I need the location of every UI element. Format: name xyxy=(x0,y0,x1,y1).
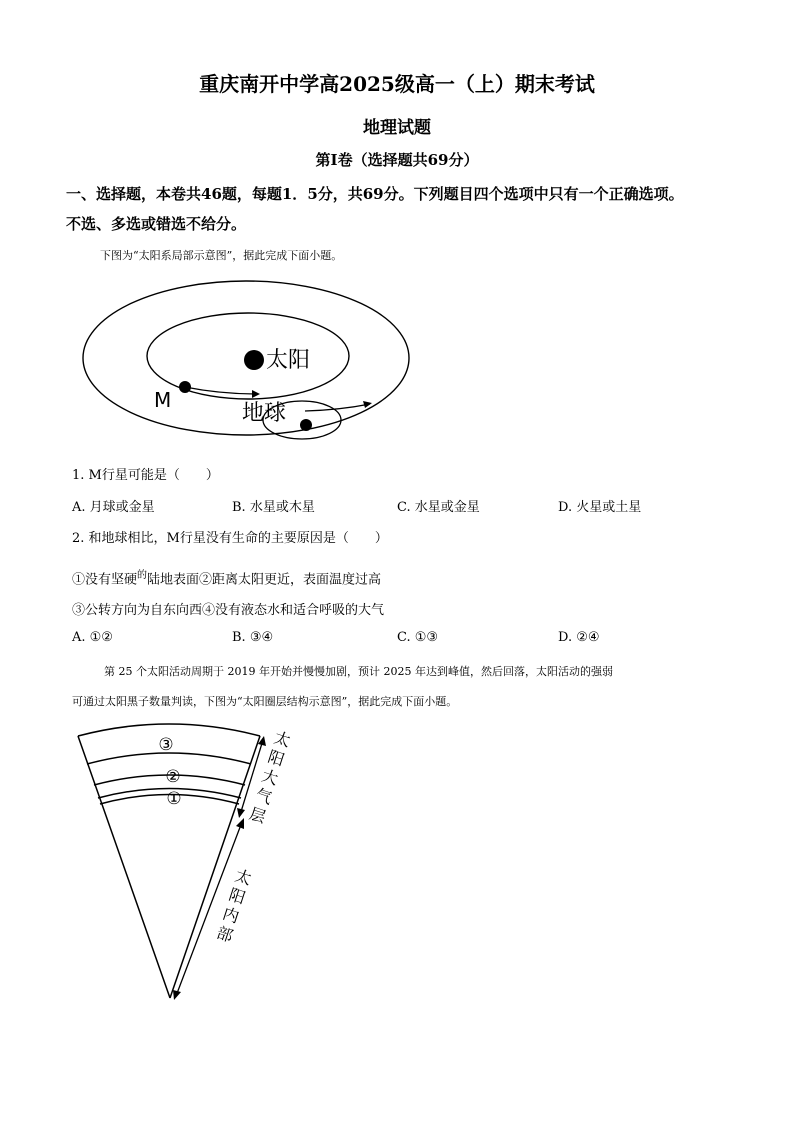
interior-char: 部 xyxy=(214,922,236,946)
layer-2-label: ② xyxy=(165,767,181,787)
solar-system-diagram xyxy=(70,276,450,456)
q2-statement-1-2 xyxy=(72,566,381,587)
interior-char: 内 xyxy=(220,903,242,927)
atmosphere-arrowhead-bottom xyxy=(237,808,245,818)
q2-statement-text: ①没有坚硬 xyxy=(72,572,138,588)
sun-label: 太阳 xyxy=(266,348,311,373)
interior-char: 阳 xyxy=(226,884,248,908)
q2-statement-text-cont: 陆地表面②距离太阳更近，表面温度过高 xyxy=(147,572,382,588)
earth-icon xyxy=(300,419,312,431)
section-instructions-line2: 不选、多选或错选不给分。 xyxy=(66,215,247,233)
figure2-intro-line2: 可通过太阳黑子数量判读，下图为“太阳圈层结构示意图”，据此完成下面小题。 xyxy=(72,695,458,708)
q2-statement-sup: 的 xyxy=(137,570,148,581)
q2-statement-3-4: ③公转方向为自东向西④没有液态水和适合呼吸的大气 xyxy=(72,603,385,618)
figure2-intro-line1: 第 25 个太阳活动周期于 2019 年开始并慢慢加剧，预计 2025 年达到峰值，然后回落，太阳活动的强弱 xyxy=(104,665,613,678)
solar-structure-diagram xyxy=(70,718,310,1008)
q1-option-d[interactable]: D. 火星或土星 xyxy=(558,500,642,515)
m-planet-icon xyxy=(179,381,191,393)
atmosphere-label xyxy=(247,728,293,827)
q1-option-a[interactable]: A. 月球或金星 xyxy=(72,500,155,515)
interior-char: 太 xyxy=(232,865,254,889)
interior-arrowhead-bottom xyxy=(173,990,181,1000)
layer-3-label: ③ xyxy=(158,735,174,755)
m-arrowhead xyxy=(252,390,260,398)
volume-heading: 第Ⅰ卷（选择题共69分） xyxy=(315,151,479,169)
earth-label: 地球 xyxy=(242,401,287,426)
q1-stem: 1. M行星可能是（ ） xyxy=(72,468,219,483)
m-label: M xyxy=(154,388,172,412)
section-instructions-line1: 一、选择题，本卷共46题，每题1．5分，共69分。下列题目四个选项中只有一个正确选项。 xyxy=(66,185,684,203)
exam-title: 重庆南开中学高2025级高一（上）期末考试 xyxy=(199,72,595,96)
q1-option-c[interactable]: C. 水星或金星 xyxy=(397,500,480,515)
q1-option-b[interactable]: B. 水星或木星 xyxy=(232,500,315,515)
q2-stem: 2. 和地球相比，M行星没有生命的主要原因是（ ） xyxy=(72,531,388,546)
q2-option-a[interactable]: A. ①② xyxy=(72,630,113,645)
q2-option-b[interactable]: B. ③④ xyxy=(232,630,274,645)
atmosphere-char: 太 xyxy=(271,727,293,751)
atmosphere-char: 层 xyxy=(247,803,269,827)
atmosphere-char: 阳 xyxy=(265,746,287,770)
subject-title: 地理试题 xyxy=(363,118,431,138)
earth-orbit-arrow xyxy=(305,404,370,411)
atmosphere-char: 大 xyxy=(259,765,281,789)
interior-arrowhead-top xyxy=(236,818,244,829)
layer-1-label: ① xyxy=(166,789,182,809)
q2-option-c[interactable]: C. ①③ xyxy=(397,630,439,645)
sun-icon xyxy=(244,350,264,370)
q2-option-d[interactable]: D. ②④ xyxy=(558,630,600,645)
atmosphere-char: 气 xyxy=(253,784,275,808)
figure1-intro: 下图为“太阳系局部示意图”，据此完成下面小题。 xyxy=(100,249,343,262)
